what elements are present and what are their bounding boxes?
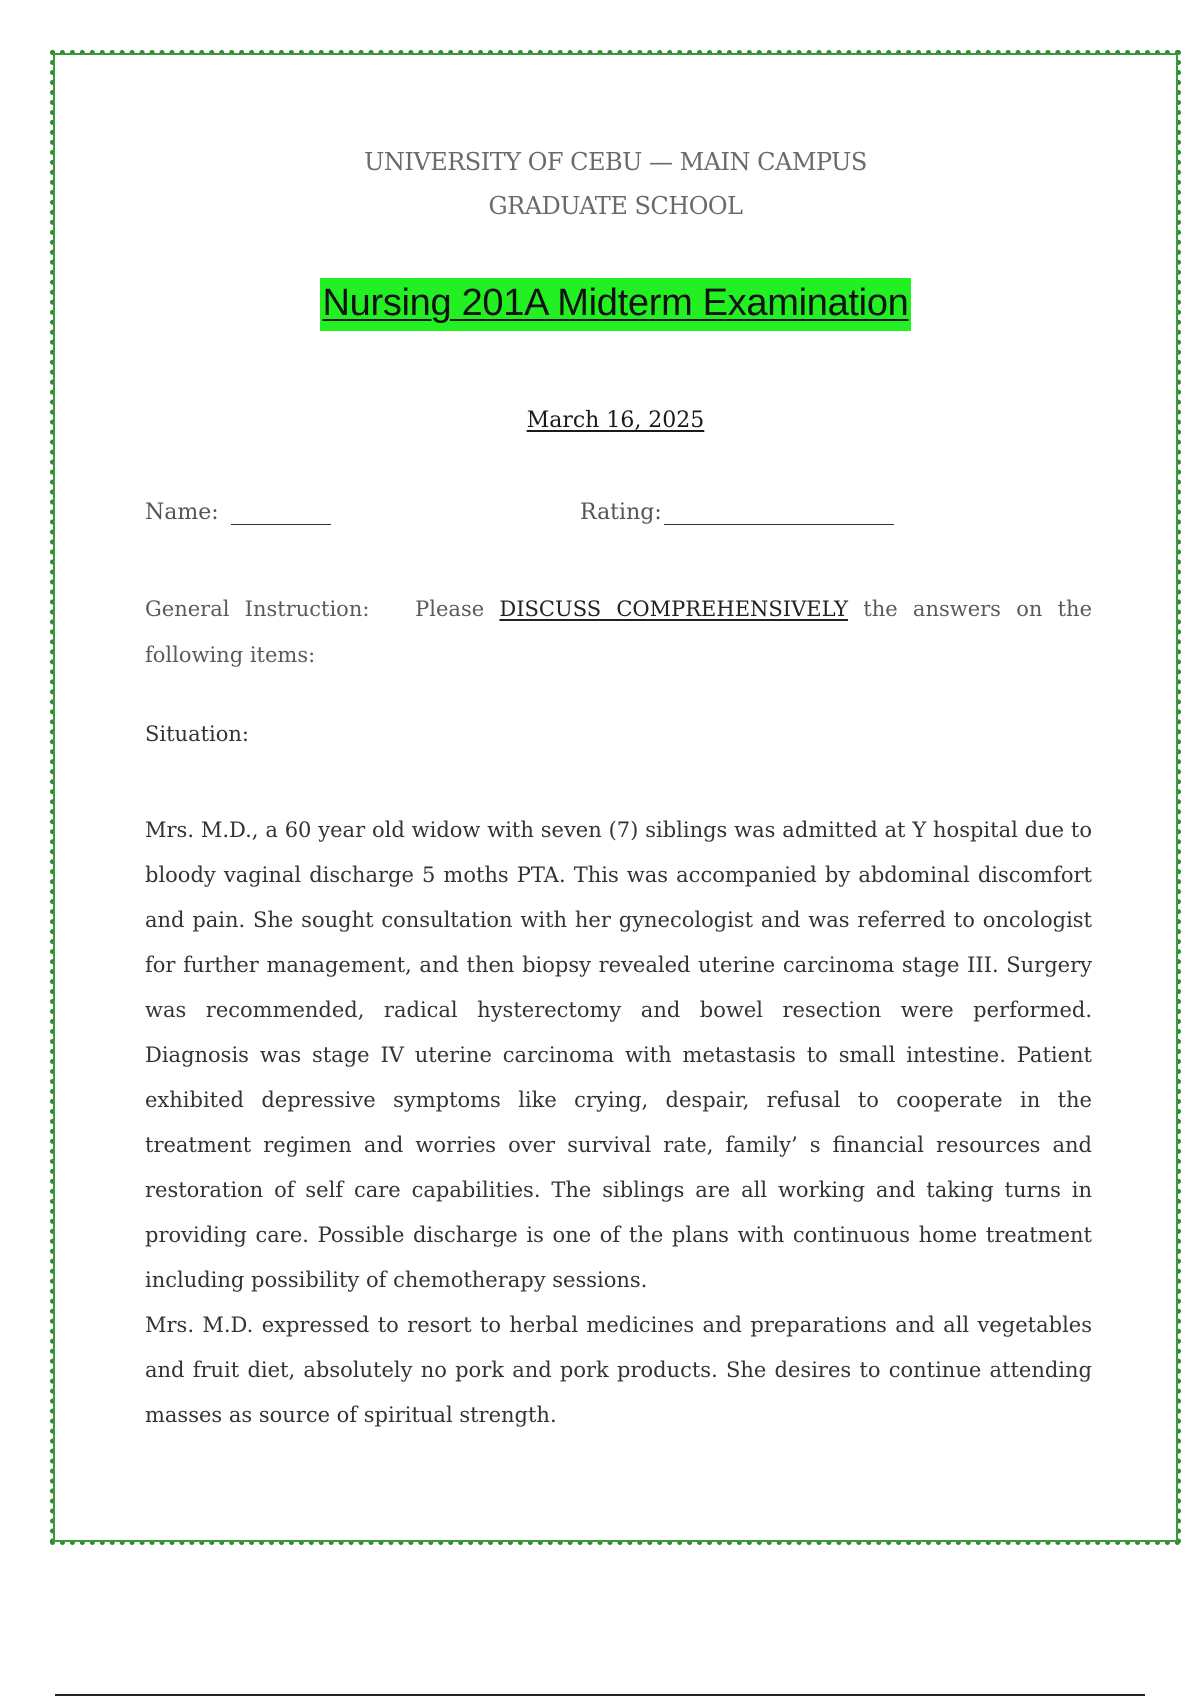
university-name: UNIVERSITY OF CEBU — MAIN CAMPUS — [364, 148, 867, 176]
title-block — [0, 278, 1200, 331]
rating-label: Rating: — [580, 500, 662, 525]
instruction-lead: Please — [415, 597, 485, 621]
situation-label: Situation: — [145, 722, 249, 746]
school-name: GRADUATE SCHOOL — [488, 192, 743, 220]
situation-paragraph-2: Mrs. M.D. expressed to resort to herbal medicines and preparations and all vegetables and fruit diet, absolutely no pork and pork products. She desires to continue attending masses as source of spiritual strength. — [145, 1313, 1092, 1427]
instruction-label: General Instruction: — [145, 597, 370, 621]
name-field — [145, 500, 331, 525]
situation-paragraph-1: Mrs. M.D., a 60 year old widow with seven (7) siblings was admitted at Y hospital due to bloody vaginal discharge 5 moths PTA. This was accompanied by abdominal discomfort and pain. She sought consultation with her gynecologist and was referred to oncologist for further management, and then biopsy revealed uterine carcinoma stage III. Surgery was recommended, radical hysterectomy and bowel resection were performed. Diagnosis was stage IV uterine carcinoma with metastasis to small intestine. Patient exhibited depressive symptoms like crying, despair, refusal to cooperate in the treatment regimen and worries over survival rate, family’ s financial resources and restoration of self care capabilities. The siblings are all working and taking turns in providing care. Possible discharge is one of the plans with continuous home treatment including possibility of chemotherapy sessions. — [145, 818, 1092, 1292]
rating-blank-line — [664, 502, 894, 525]
footer-rule — [55, 1694, 1145, 1696]
exam-title: Nursing 201A Midterm Examination — [320, 278, 910, 331]
general-instruction — [145, 586, 1092, 678]
rating-field — [580, 500, 894, 525]
name-label: Name: — [145, 500, 219, 525]
name-blank-line — [231, 502, 331, 525]
instruction-emphasis: DISCUSS COMPREHENSIVELY — [499, 597, 849, 621]
exam-date: March 16, 2025 — [526, 408, 705, 433]
instruction-rest: the answers on the following items: — [145, 597, 1092, 667]
